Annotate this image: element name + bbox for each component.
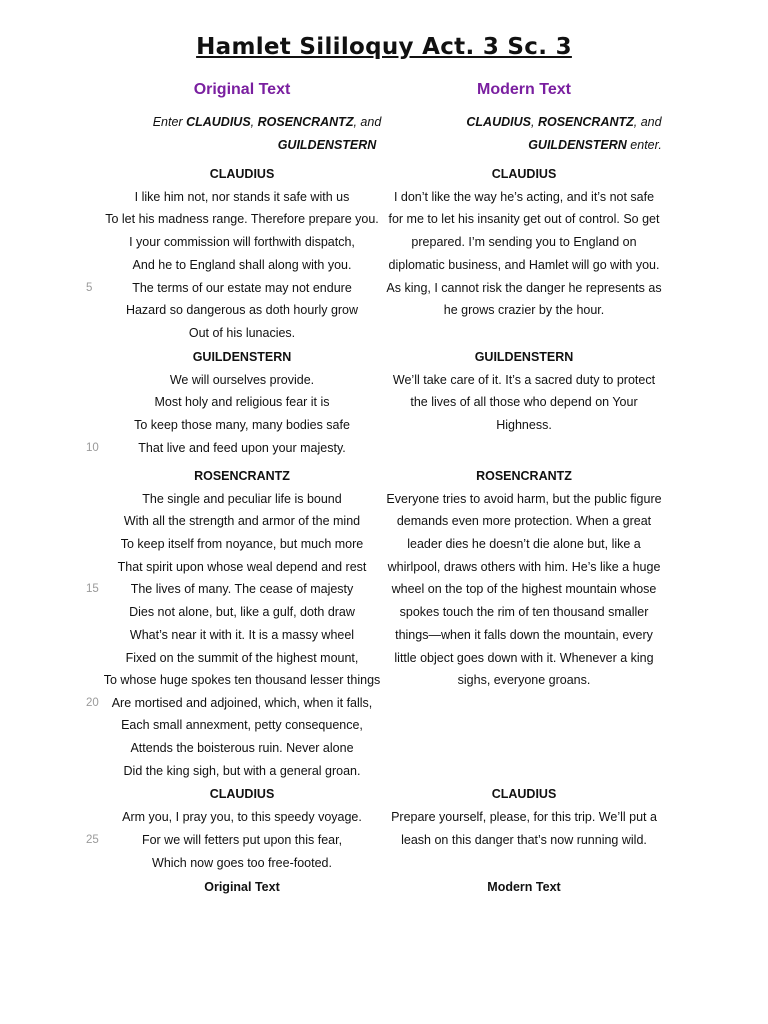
stage-name-claudius: CLAUDIUS [466, 115, 531, 129]
modern-line: the lives of all those who depend on Your [410, 395, 638, 409]
modern-line: prepared. I’m sending you to England on [411, 235, 637, 249]
original-line: Fixed on the summit of the highest mount, [125, 651, 359, 665]
modern-line: leader dies he doesn’t die alone but, like a [407, 537, 641, 551]
original-line: The terms of our estate may not endure [132, 281, 352, 295]
modern-line: Everyone tries to avoid harm, but the public figure [386, 492, 662, 506]
stage-name-rosencrantz: ROSENCRANTZ [257, 115, 354, 129]
modern-speaker-name: CLAUDIUS [491, 167, 557, 181]
original-speaker-name: ROSENCRANTZ [194, 469, 290, 483]
original-stage-direction-cont [182, 136, 472, 154]
original-line: Out of his lunacies. [188, 326, 296, 340]
modern-line: leash on this danger that’s now running wild. [401, 833, 647, 847]
modern-line: he grows crazier by the hour. [443, 303, 605, 317]
stage-enter-word: enter. [626, 138, 662, 152]
stage-name-claudius: CLAUDIUS [186, 115, 251, 129]
line-number: 5 [86, 282, 93, 294]
original-line: Did the king sigh, but with a general groan. [123, 764, 361, 778]
modern-speaker-name: GUILDENSTERN [474, 350, 574, 364]
original-line: Each small annexment, petty consequence, [121, 718, 363, 732]
modern-speaker-name: CLAUDIUS [491, 787, 557, 801]
original-line: We will ourselves provide. [169, 373, 315, 387]
stage-sep: , [250, 115, 258, 129]
original-stage-direction [122, 113, 412, 131]
modern-line: whirlpool, draws others with him. He’s like a huge [387, 560, 661, 574]
modern-line: things—when it falls down the mountain, every [395, 628, 653, 642]
modern-line: Prepare yourself, please, for this trip. We’ll put a [391, 810, 657, 824]
modern-stage-direction [419, 113, 709, 131]
stage-enter-word: Enter [152, 115, 187, 129]
original-line: That spirit upon whose weal depend and rest [117, 560, 367, 574]
stage-name-guildenstern: GUILDENSTERN [277, 138, 377, 152]
original-line: Arm you, I pray you, to this speedy voyage. [122, 810, 362, 824]
original-column-header: Original Text [193, 81, 291, 98]
original-line: The lives of many. The cease of majesty [130, 582, 354, 596]
line-number: 20 [86, 697, 99, 709]
modern-line: sighs, everyone groans. [457, 673, 591, 687]
original-line: To keep those many, many bodies safe [134, 418, 350, 432]
page-title: Hamlet Sililoquy Act. 3 Sc. 3 [196, 34, 572, 60]
modern-speaker-name: ROSENCRANTZ [476, 469, 572, 483]
line-number: 25 [86, 834, 99, 846]
original-line: To keep itself from noyance, but much more [120, 537, 364, 551]
original-line: Most holy and religious fear it is [154, 395, 330, 409]
stage-name-rosencrantz: ROSENCRANTZ [537, 115, 634, 129]
modern-footer-label: Modern Text [487, 880, 561, 894]
original-line: The single and peculiar life is bound [142, 492, 342, 506]
stage-name-guildenstern: GUILDENSTERN [528, 138, 627, 152]
original-speaker-name: GUILDENSTERN [192, 350, 292, 364]
modern-line: I don’t like the way he’s acting, and it’s not safe [393, 190, 655, 204]
modern-line: wheel on the top of the highest mountain whose [391, 582, 657, 596]
modern-line: little object goes down with it. Whenever a king [394, 651, 654, 665]
modern-column-header: Modern Text [477, 81, 571, 98]
stage-sep: , [530, 115, 538, 129]
original-speaker-name: CLAUDIUS [209, 787, 275, 801]
original-line: To whose huge spokes ten thousand lesser things [103, 673, 381, 687]
stage-sep: , and [633, 115, 662, 129]
original-line: That live and feed upon your majesty. [138, 441, 346, 455]
modern-line: As king, I cannot risk the danger he represents as [386, 281, 662, 295]
line-number: 15 [86, 583, 99, 595]
original-speaker-name: CLAUDIUS [209, 167, 275, 181]
original-line: What’s near it with it. It is a massy wheel [129, 628, 355, 642]
original-line: I your commission will forthwith dispatch, [129, 235, 355, 249]
original-line: And he to England shall along with you. [132, 258, 352, 272]
modern-stage-direction-cont [450, 136, 740, 154]
original-line: I like him not, nor stands it safe with us [134, 190, 350, 204]
modern-line: demands even more protection. When a great [396, 514, 652, 528]
original-line: Hazard so dangerous as doth hourly grow [125, 303, 359, 317]
modern-line: We’ll take care of it. It’s a sacred duty to protect [392, 373, 656, 387]
original-line: For we will fetters put upon this fear, [141, 833, 343, 847]
original-line: Are mortised and adjoined, which, when it falls, [111, 696, 373, 710]
original-line: With all the strength and armor of the mind [123, 514, 361, 528]
line-number: 10 [86, 442, 99, 454]
original-line: Dies not alone, but, like a gulf, doth draw [129, 605, 355, 619]
stage-sep: , and [353, 115, 382, 129]
original-line: Attends the boisterous ruin. Never alone [130, 741, 354, 755]
original-footer-label: Original Text [204, 880, 280, 894]
modern-line: for me to let his insanity get out of control. So get [388, 212, 660, 226]
modern-line: Highness. [496, 418, 552, 432]
modern-line: diplomatic business, and Hamlet will go with you. [388, 258, 660, 272]
modern-line: spokes touch the rim of ten thousand smaller [399, 605, 649, 619]
original-line: Which now goes too free-footed. [152, 856, 332, 870]
original-line: To let his madness range. Therefore prepare you. [105, 212, 379, 226]
